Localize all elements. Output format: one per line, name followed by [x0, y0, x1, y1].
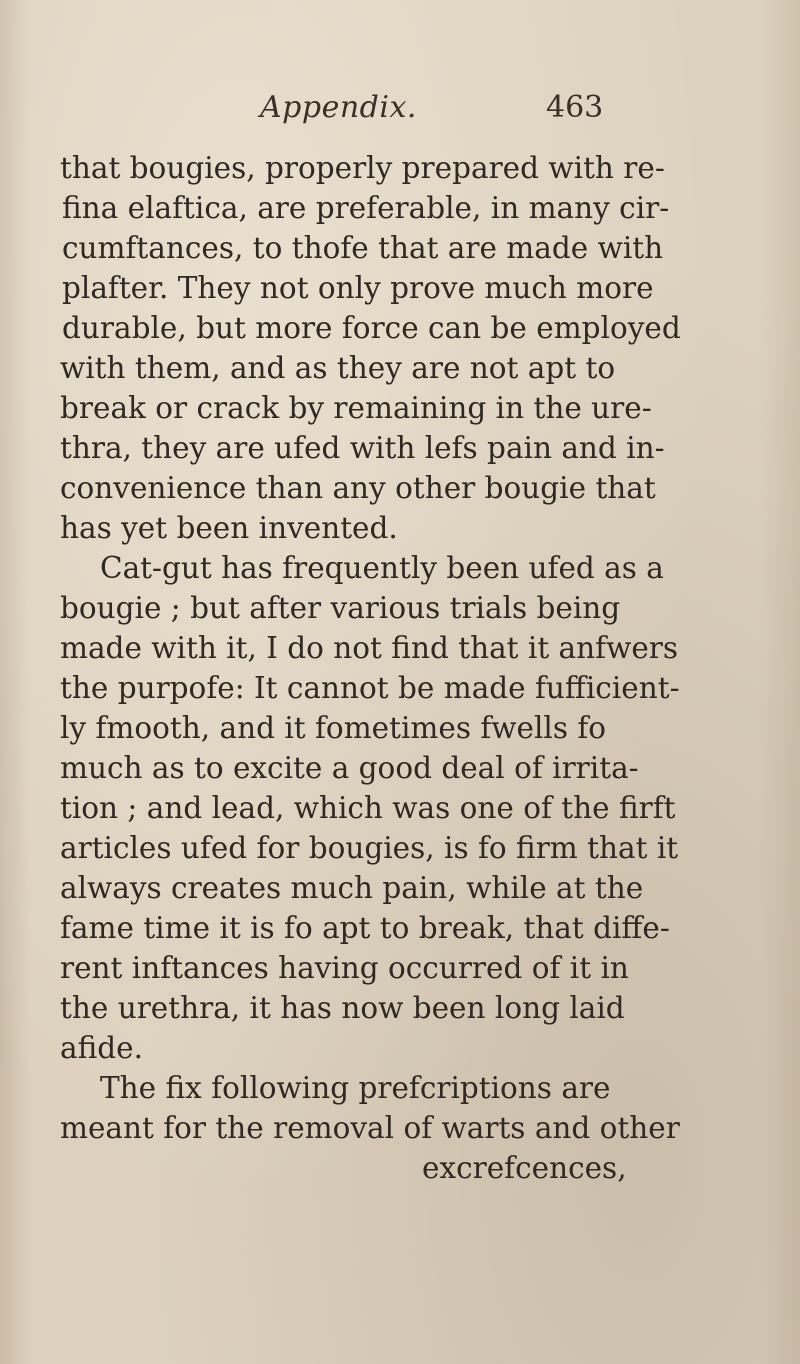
text-line: rent inftances having occurred of it in	[60, 951, 629, 985]
text-line: that bougies, properly prepared with re-	[60, 151, 665, 185]
running-head: Appendix.	[260, 90, 417, 125]
page-header	[0, 86, 800, 136]
text-line: Cat-gut has frequently been ufed as a	[100, 551, 664, 585]
text-line: the purpofe: It cannot be made fufficient-	[60, 671, 680, 705]
page-number: 463	[546, 90, 604, 125]
text-line: The fix following prefcriptions are	[100, 1071, 611, 1105]
text-line: much as to excite a good deal of irrita-	[60, 751, 639, 785]
text-line: articles ufed for bougies, is fo firm that it	[60, 831, 679, 865]
text-line: break or crack by remaining in the ure-	[60, 391, 652, 425]
text-line: fame time it is fo apt to break, that diffe-	[60, 911, 670, 945]
text-line: has yet been invented.	[60, 511, 398, 545]
text-line: bougie ; but after various trials being	[60, 591, 621, 625]
text-line: durable, but more force can be employed	[62, 311, 681, 345]
text-line: ly fmooth, and it fometimes fwells fo	[60, 711, 607, 745]
text-line: always creates much pain, while at the	[60, 871, 644, 905]
text-line: thra, they are ufed with lefs pain and in-	[60, 431, 665, 465]
text-line: afide.	[60, 1031, 143, 1065]
catchword: excrefcences,	[422, 1151, 627, 1185]
text-line: the urethra, it has now been long laid	[60, 991, 625, 1025]
text-line: made with it, I do not find that it anfwers	[60, 631, 679, 665]
text-line: meant for the removal of warts and other	[60, 1111, 680, 1145]
text-line: with them, and as they are not apt to	[60, 351, 616, 385]
text-line: plafter. They not only prove much more	[62, 271, 654, 305]
text-line: cumftances, to thofe that are made with	[62, 231, 664, 265]
text-line: fina elaftica, are preferable, in many cir-	[62, 191, 670, 225]
text-line: tion ; and lead, which was one of the firft	[60, 791, 676, 825]
text-line: convenience than any other bougie that	[60, 471, 656, 505]
